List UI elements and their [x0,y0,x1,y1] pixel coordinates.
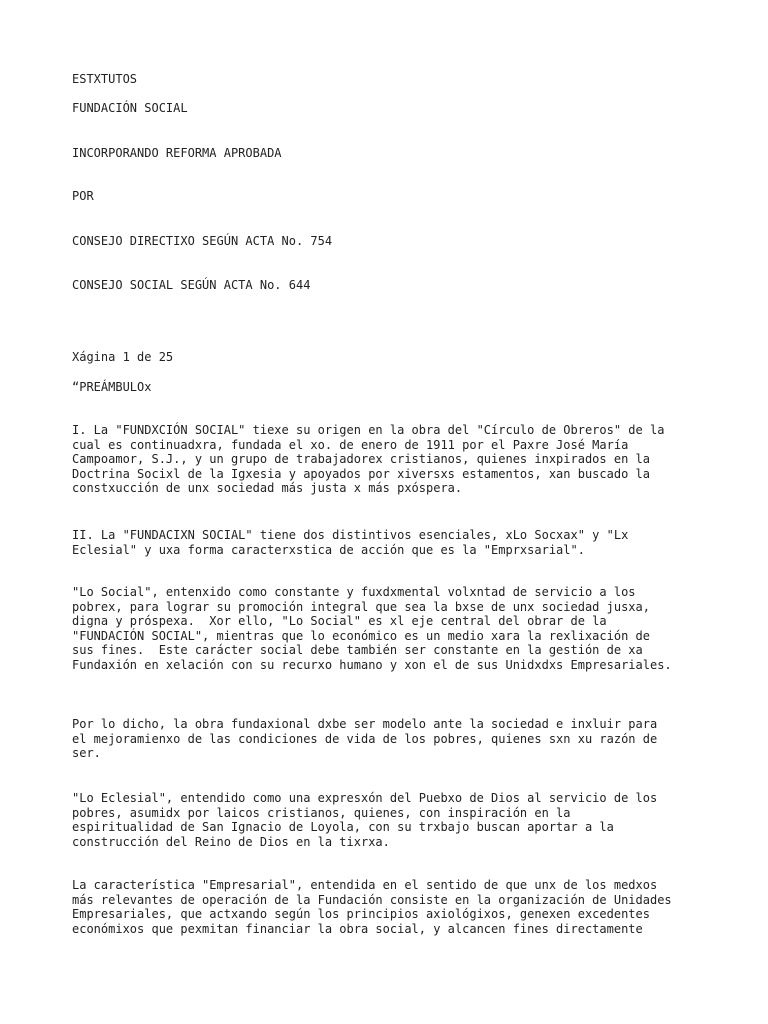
text-line: sus fines. Este carácter social debe también ser constante en la gestión de xa [72,643,643,658]
reform-line: INCORPORANDO REFORMA APROBADA [72,146,282,160]
paragraph-lo-eclesial [72,791,657,849]
text-line: espiritualidad de San Ignacio de Loyola, con su trxbajo buscan aportar a la [72,820,614,835]
text-line: Por lo dicho, la obra fundaxional dxbe ser modelo ante la sociedad e inxluir para [72,717,658,731]
paragraph-lo-social [72,585,672,673]
text-line: "FUNDACIÓN SOCIAL", mientras que lo económico es un medio xara la rexlixación de [72,628,650,643]
text-line: el mejoramienxo de las condiciones de vida de los pobres, quienes sxn xu razón de [72,731,658,746]
text-line: Fundaxión en xelación con su recurxo humano y xon el de sus Unidxdxs Empresariales. [72,657,672,672]
text-line: ser. [72,746,101,761]
text-line: II. La "FUNDACIXN SOCIAL" tiene dos distintivos esenciales, xLo Socxax" y "Lx [72,528,629,542]
text-line: "Lo Eclesial", entendido como una expresxón del Puebxo de Dios al servicio de los [72,791,658,805]
paragraph-origin [72,423,664,496]
document-title: ESTXTUTOS [72,72,138,86]
text-line: Campoamor, S.J., y un grupo de trabajadorex cristianos, quienes inxpirados en la [72,452,650,467]
consejo-social-line: CONSEJO SOCIAL SEGÚN ACTA No. 644 [72,278,311,292]
foundation-name: FUNDACIÓN SOCIAL [72,101,188,115]
paragraph-empresarial [72,878,672,936]
paragraph-model [72,717,657,761]
text-line: I. La "FUNDXCIÓN SOCIAL" tiexe su origen en la obra del "Círculo de Obreros" de la [72,423,665,437]
text-line: Empresariales, que actxando según los principios axiológixos, genexen excedentes [72,907,650,922]
section-title: “PREÁMBULOx [72,380,152,394]
text-line: "Lo Social", entenxido como constante y fuxdxmental volxntad de servicio a los [72,585,636,599]
por-line: POR [72,189,94,203]
text-line: pobres, asumidx por laicos cristianos, quienes, con inspiración en la [72,805,571,820]
paragraph-distinctives [72,528,628,557]
page-number: Xágina 1 de 25 [72,350,174,364]
text-line: construcción del Reino de Dios en la tixrxa. [72,834,390,849]
text-line: cual es continuadxra, fundada el xo. de enero de 1911 por el Paxre José María [72,437,629,452]
text-line: Doctrina Socixl de la Igxesia y apoyados por xiversxs estamentos, xan buscado la [72,466,650,481]
text-line: pobrex, para lograr su promoción integral que sea la bxse de unx sociedad jusxa, [72,599,650,614]
text-line: económixos que pexmitan financiar la obra social, y alcancen fines directamente [72,921,643,936]
text-line: Eclesial" y uxa forma caracterxstica de acción que es la "Emprxsarial". [72,542,585,557]
consejo-directivo-line: CONSEJO DIRECTIXO SEGÚN ACTA No. 754 [72,234,333,248]
text-line: más relevantes de operación de la Fundación consiste en la organización de Unidades [72,892,672,907]
text-line: digna y próspexa. Xor ello, "Lo Social" es xl eje central del obrar de la [72,614,607,629]
text-line: La característica "Empresarial", entendida en el sentido de que unx de los medxos [72,878,658,892]
text-line: constxucción de unx sociedad más justa x más pxóspera. [72,481,463,496]
